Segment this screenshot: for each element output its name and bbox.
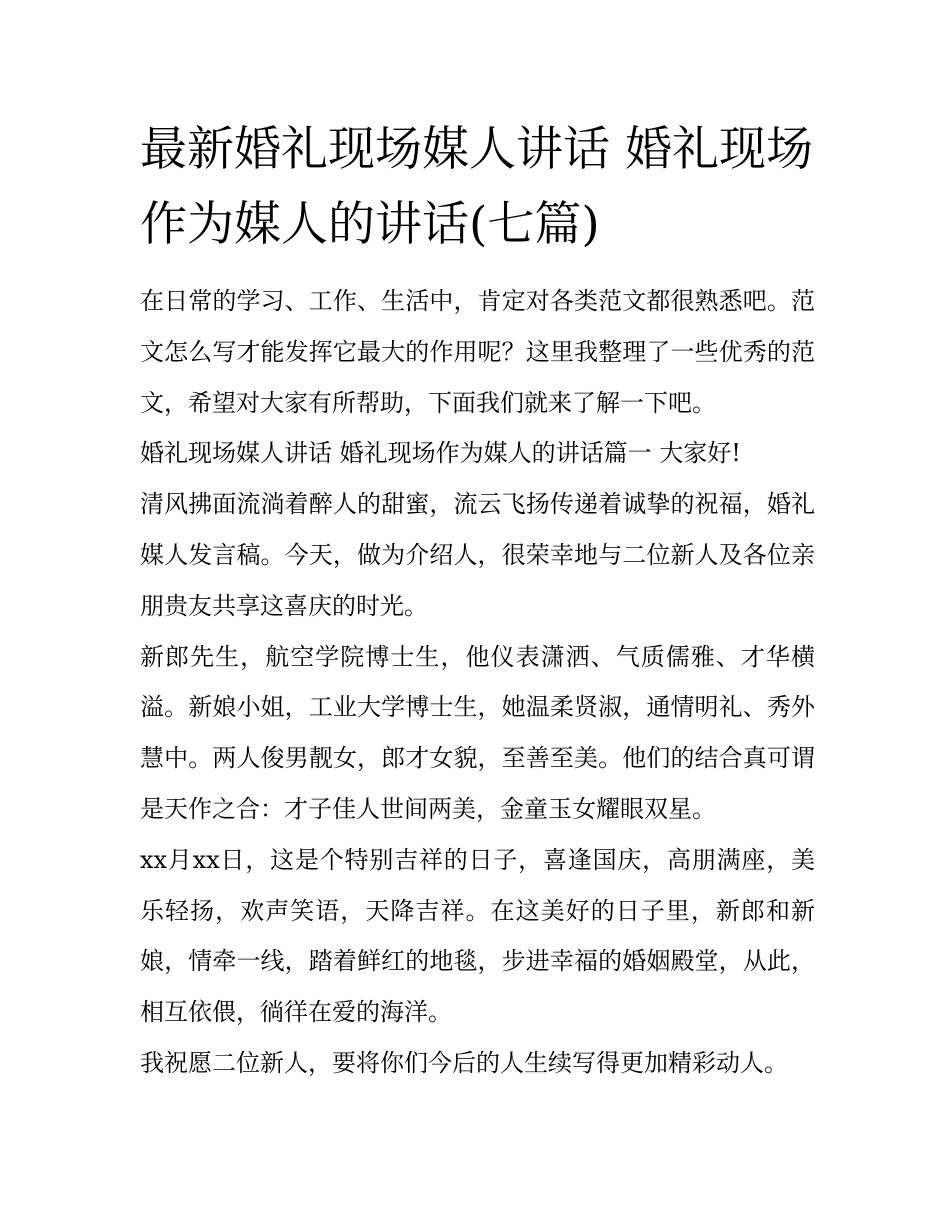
paragraph-wedding-day: xx月xx日，这是个特别吉祥的日子，喜逢国庆，高朋满座，美乐轻扬，欢声笑语，天降吉祥。在这美好的日子里，新郎和新娘，情牵一线，踏着鲜红的地毯，步进幸福的婚姻殿堂，从此，相互依偎，徜徉在爱的海洋。 xyxy=(140,845,815,1027)
paragraph-couple-intro: 新郎先生，航空学院博士生，他仪表潇洒、气质儒雅、才华横溢。新娘小姐，工业大学博士生，她温柔贤淑，通情明礼、秀外慧中。两人俊男靓女，郎才女貌，至善至美。他们的结合真可谓是天作之合：才子佳人世间两美，金童玉女耀眼双星。 xyxy=(140,642,815,823)
paragraph-opening: 清风拂面流淌着醉人的甜蜜，流云飞扬传递着诚挚的祝福，婚礼媒人发言稿。今天，做为介绍人，很荣幸地与二位新人及各位亲朋贵友共享这喜庆的时光。 xyxy=(140,490,815,620)
paragraph-section-heading: 婚礼现场媒人讲话 婚礼现场作为媒人的讲话篇一 大家好! xyxy=(140,439,741,468)
paragraph-intro: 在日常的学习、工作、生活中，肯定对各类范文都很熟悉吧。范文怎么写才能发挥它最大的作用呢？这里我整理了一些优秀的范文，希望对大家有所帮助，下面我们就来了解一下吧。 xyxy=(140,287,815,417)
paragraph-blessing: 我祝愿二位新人，要将你们今后的人生续写得更加精彩动人。 xyxy=(140,1048,788,1077)
document-body xyxy=(140,112,815,1089)
document-title: 最新婚礼现场媒人讲话 婚礼现场作为媒人的讲话(七篇) xyxy=(140,122,813,252)
